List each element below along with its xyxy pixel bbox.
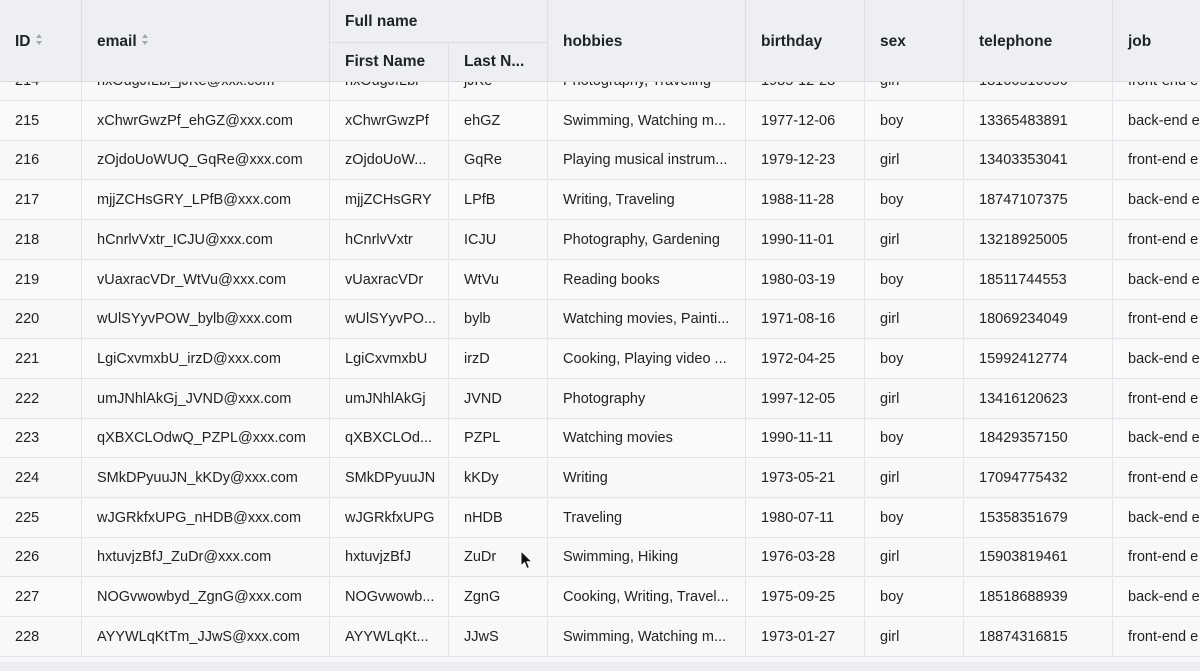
cell-id: 219: [0, 261, 82, 299]
table-row[interactable]: [0, 538, 1200, 577]
cell-birthday: 1976-03-28: [746, 538, 865, 576]
column-group-full-name: [330, 0, 548, 43]
cell-last-name: ZuDr: [449, 538, 548, 576]
column-header-hobbies[interactable]: [548, 0, 746, 82]
table-row[interactable]: [0, 300, 1200, 339]
cell-telephone: 18069234049: [964, 300, 1113, 338]
cell-telephone: 15992412774: [964, 340, 1113, 378]
cell-first-name: hxtuvjzBfJ: [330, 538, 449, 576]
cell-hobbies: Writing: [548, 459, 746, 497]
cell-last-name: irzD: [449, 340, 548, 378]
cell-first-name: wJGRkfxUPG: [330, 499, 449, 537]
cell-email: umJNhlAkGj_JVND@xxx.com: [82, 380, 330, 418]
cell-hobbies: Swimming, Hiking: [548, 538, 746, 576]
cell-id: 227: [0, 578, 82, 616]
column-group-full-name-label: Full name: [345, 13, 418, 30]
cell-id: 218: [0, 221, 82, 259]
cell-job: front-end e: [1128, 628, 1199, 645]
cell-telephone: 13218925005: [964, 221, 1113, 259]
cell-telephone: 15358351679: [964, 499, 1113, 537]
cell-last-name: bylb: [449, 300, 548, 338]
cell-id: 226: [0, 538, 82, 576]
cell-sex: girl: [865, 538, 964, 576]
column-header-birthday-label: birthday: [761, 33, 823, 50]
cell-last-name: ICJU: [449, 221, 548, 259]
cell-first-name: umJNhlAkGj: [330, 380, 449, 418]
cell-first-name: LgiCxvmxbU: [330, 340, 449, 378]
cell-last-name: GqRe: [449, 141, 548, 179]
cell-first-name: mjjZCHsGRY: [330, 181, 449, 219]
cell-email: mjjZCHsGRY_LPfB@xxx.com: [82, 181, 330, 219]
cell-last-name: ehGZ: [449, 102, 548, 140]
column-header-last-name-label: Last N...: [464, 53, 525, 70]
cell-last-name: nHDB: [449, 499, 548, 537]
column-header-first-name[interactable]: [330, 43, 449, 82]
cell-sex: boy: [865, 261, 964, 299]
cell-email: LgiCxvmxbU_irzD@xxx.com: [82, 340, 330, 378]
cell-birthday: 1990-11-01: [746, 221, 865, 259]
horizontal-scrollbar[interactable]: [0, 662, 1200, 671]
cell-last-name: PZPL: [449, 419, 548, 457]
cell-job: back-end e: [1128, 509, 1200, 526]
cell-telephone: 13365483891: [964, 102, 1113, 140]
cell-sex: boy: [865, 419, 964, 457]
cell-birthday: 1997-12-05: [746, 380, 865, 418]
cell-hobbies: Photography, Gardening: [548, 221, 746, 259]
cell-job: back-end e: [1128, 271, 1200, 288]
cell-hobbies: Cooking, Playing video ...: [548, 340, 746, 378]
table-row[interactable]: [0, 499, 1200, 538]
cell-hobbies: Photography: [548, 380, 746, 418]
cell-last-name: ZgnG: [449, 578, 548, 616]
cell-sex: girl: [865, 221, 964, 259]
cell-hobbies: Swimming, Watching m...: [548, 618, 746, 656]
cell-id: 228: [0, 618, 82, 656]
cell-email: vUaxracVDr_WtVu@xxx.com: [82, 261, 330, 299]
cell-sex: boy: [865, 181, 964, 219]
cell-birthday: 1972-04-25: [746, 340, 865, 378]
cell-first-name: qXBXCLOd...: [330, 419, 449, 457]
cell-job: front-end e: [1128, 231, 1199, 248]
cell-email: hCnrlvVxtr_ICJU@xxx.com: [82, 221, 330, 259]
cell-first-name: SMkDPyuuJN: [330, 459, 449, 497]
cell-birthday: 1973-01-27: [746, 618, 865, 656]
cell-first-name: NOGvwowb...: [330, 578, 449, 616]
cell-telephone: 15903819461: [964, 538, 1113, 576]
column-header-first-name-label: First Name: [345, 53, 426, 70]
cell-job: front-end e: [1128, 390, 1199, 407]
cell-birthday: 1971-08-16: [746, 300, 865, 338]
cell-birthday: 1979-12-23: [746, 141, 865, 179]
cell-id: 220: [0, 300, 82, 338]
cell-last-name: kKDy: [449, 459, 548, 497]
cell-sex: boy: [865, 102, 964, 140]
cell-id: 217: [0, 181, 82, 219]
cell-birthday: 1990-11-11: [746, 419, 865, 457]
cell-email: qXBXCLOdwQ_PZPL@xxx.com: [82, 419, 330, 457]
cell-job: front-end e: [1128, 152, 1199, 169]
table-header: [0, 0, 1200, 82]
cell-hobbies: Watching movies, Painti...: [548, 300, 746, 338]
table-row[interactable]: [0, 181, 1200, 220]
table-row[interactable]: [0, 380, 1200, 419]
cell-telephone: 18429357150: [964, 419, 1113, 457]
cell-telephone: 17094775432: [964, 459, 1113, 497]
cell-telephone: 18747107375: [964, 181, 1113, 219]
cell-id: 223: [0, 419, 82, 457]
cell-sex: boy: [865, 340, 964, 378]
table-row[interactable]: [0, 102, 1200, 141]
cell-job: back-end e: [1128, 430, 1200, 447]
table-row[interactable]: [0, 221, 1200, 260]
column-header-job-label: job: [1128, 33, 1152, 50]
table-row[interactable]: [0, 261, 1200, 300]
cell-email: wUlSYyvPOW_bylb@xxx.com: [82, 300, 330, 338]
cell-sex: boy: [865, 578, 964, 616]
cell-first-name: hCnrlvVxtr: [330, 221, 449, 259]
cell-hobbies: Traveling: [548, 499, 746, 537]
cell-telephone: 18518688939: [964, 578, 1113, 616]
cell-id: 225: [0, 499, 82, 537]
cell-id: 221: [0, 340, 82, 378]
cell-email: SMkDPyuuJN_kKDy@xxx.com: [82, 459, 330, 497]
cell-first-name: xChwrGwzPf: [330, 102, 449, 140]
cell-sex: girl: [865, 380, 964, 418]
column-header-job[interactable]: [1113, 0, 1200, 82]
cell-sex: girl: [865, 300, 964, 338]
cell-last-name: LPfB: [449, 181, 548, 219]
column-header-email-label: email: [97, 33, 137, 50]
cell-hobbies: Swimming, Watching m...: [548, 102, 746, 140]
column-header-id[interactable]: [0, 0, 82, 82]
table-row[interactable]: [0, 340, 1200, 379]
cell-birthday: 1973-05-21: [746, 459, 865, 497]
cell-telephone: 13416120623: [964, 380, 1113, 418]
cell-birthday: 1988-11-28: [746, 181, 865, 219]
cell-telephone: 18511744553: [964, 261, 1113, 299]
cell-job: back-end e: [1128, 112, 1200, 129]
cell-email: hxtuvjzBfJ_ZuDr@xxx.com: [82, 538, 330, 576]
cell-hobbies: Watching movies: [548, 419, 746, 457]
cell-sex: boy: [865, 499, 964, 537]
cell-email: AYYWLqKtTm_JJwS@xxx.com: [82, 618, 330, 656]
cell-sex: girl: [865, 459, 964, 497]
cell-hobbies: Playing musical instrum...: [548, 141, 746, 179]
cell-job: back-end e: [1128, 589, 1200, 606]
table-row[interactable]: [0, 578, 1200, 617]
cell-hobbies: Cooking, Writing, Travel...: [548, 578, 746, 616]
mouse-cursor-icon: [520, 550, 534, 570]
cell-last-name: JVND: [449, 380, 548, 418]
sort-icon[interactable]: [36, 34, 43, 45]
cell-last-name: JJwS: [449, 618, 548, 656]
cell-telephone: 13403353041: [964, 141, 1113, 179]
cell-job: back-end e: [1128, 192, 1200, 209]
cell-first-name: zOjdoUoW...: [330, 141, 449, 179]
column-header-birthday[interactable]: [746, 0, 865, 82]
cell-hobbies: Writing, Traveling: [548, 181, 746, 219]
cell-email: NOGvwowbyd_ZgnG@xxx.com: [82, 578, 330, 616]
table-row[interactable]: [0, 618, 1200, 657]
sort-icon[interactable]: [142, 34, 149, 45]
cell-id: 222: [0, 380, 82, 418]
column-header-hobbies-label: hobbies: [563, 33, 623, 50]
table-row[interactable]: [0, 419, 1200, 458]
cell-birthday: 1980-07-11: [746, 499, 865, 537]
cell-birthday: 1977-12-06: [746, 102, 865, 140]
column-header-sex[interactable]: [865, 0, 964, 82]
cell-job: front-end e: [1128, 470, 1199, 486]
cell-email: xChwrGwzPf_ehGZ@xxx.com: [82, 102, 330, 140]
cell-sex: girl: [865, 618, 964, 656]
cell-first-name: wUlSYyvPO...: [330, 300, 449, 338]
cell-id: 215: [0, 102, 82, 140]
cell-job: front-end e: [1128, 549, 1199, 566]
cell-hobbies: Reading books: [548, 261, 746, 299]
column-header-sex-label: sex: [880, 33, 906, 50]
column-header-telephone[interactable]: [964, 0, 1113, 82]
cell-job: back-end e: [1128, 350, 1200, 367]
cell-email: zOjdoUoWUQ_GqRe@xxx.com: [82, 141, 330, 179]
column-header-email[interactable]: [82, 0, 330, 82]
cell-first-name: AYYWLqKt...: [330, 618, 449, 656]
column-header-id-label: ID: [15, 33, 31, 50]
cell-id: 224: [0, 459, 82, 497]
cell-birthday: 1980-03-19: [746, 261, 865, 299]
column-header-telephone-label: telephone: [979, 33, 1053, 50]
cell-first-name: vUaxracVDr: [330, 261, 449, 299]
cell-sex: girl: [865, 141, 964, 179]
cell-job: front-end e: [1128, 311, 1199, 328]
cell-last-name: WtVu: [449, 261, 548, 299]
cell-id: 216: [0, 141, 82, 179]
column-header-last-name[interactable]: [449, 43, 548, 82]
table-row[interactable]: [0, 141, 1200, 180]
cell-telephone: 18874316815: [964, 618, 1113, 656]
cell-birthday: 1975-09-25: [746, 578, 865, 616]
table-row[interactable]: [0, 459, 1200, 498]
cell-email: wJGRkfxUPG_nHDB@xxx.com: [82, 499, 330, 537]
